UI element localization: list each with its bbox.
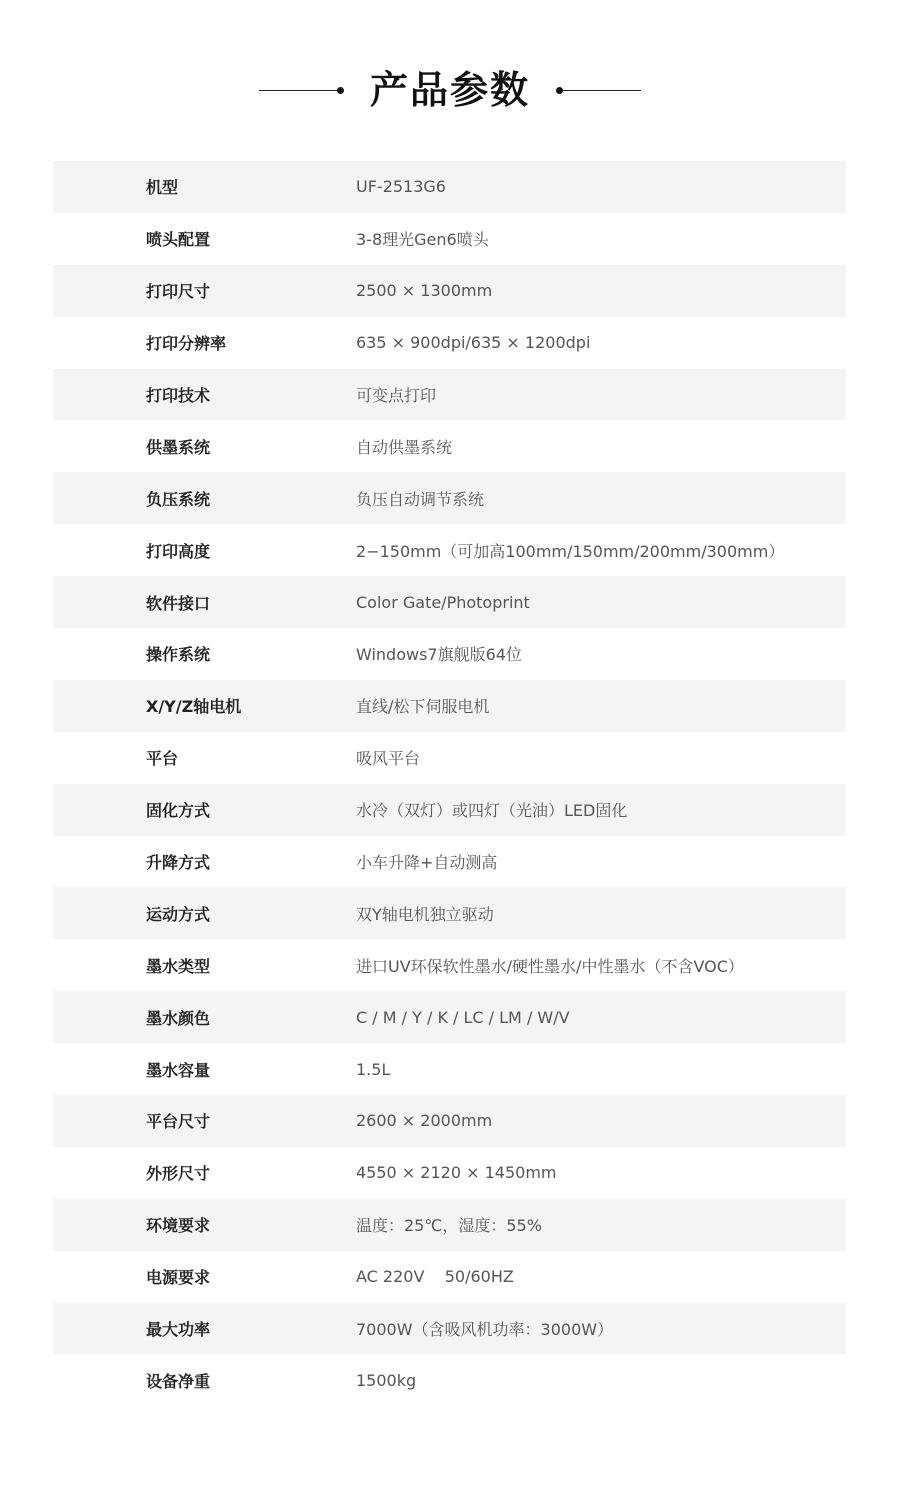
spec-label: 设备净重: [146, 1371, 211, 1391]
spec-value: 1.5L: [356, 1059, 391, 1079]
header-left-dot: [337, 87, 344, 94]
spec-row: [53, 369, 846, 421]
spec-value: 4550 × 2120 × 1450mm: [356, 1163, 557, 1183]
spec-label: X/Y/Z轴电机: [146, 697, 242, 717]
spec-label: 软件接口: [146, 593, 211, 613]
spec-value: Windows7旗舰版64位: [356, 645, 522, 665]
spec-value: 可变点打印: [356, 386, 437, 405]
spec-row: [53, 265, 846, 317]
spec-row: [53, 1043, 846, 1095]
spec-label: 墨水类型: [146, 956, 211, 976]
spec-label: 机型: [146, 178, 179, 198]
spec-row: [53, 576, 846, 628]
spec-row: [53, 732, 846, 784]
spec-value: 2600 × 2000mm: [356, 1111, 493, 1131]
spec-value: 2−150mm（可加高100mm/150mm/200mm/300mm）: [356, 541, 785, 561]
spec-value: 自动供墨系统: [356, 437, 453, 457]
spec-value: 水冷（双灯）或四灯（光油）LED固化: [356, 801, 628, 821]
spec-row: [53, 991, 846, 1043]
spec-value: 7000W（含吸风机功率：3000W）: [356, 1320, 614, 1340]
header-right-line: [563, 90, 641, 91]
spec-row: [53, 1251, 846, 1303]
spec-row: [53, 1095, 846, 1147]
spec-value: 双Y轴电机独立驱动: [356, 904, 494, 924]
header-right-dot: [556, 87, 563, 94]
page-title: 产品参数: [369, 68, 530, 112]
spec-label: 墨水容量: [146, 1060, 211, 1080]
spec-value: 2500 × 1300mm: [356, 281, 493, 301]
spec-label: 平台尺寸: [146, 1112, 211, 1132]
spec-label: 升降方式: [146, 853, 211, 873]
section-header: [0, 60, 900, 120]
spec-label: 打印尺寸: [146, 282, 211, 302]
spec-row: [53, 784, 846, 836]
spec-row: [53, 317, 846, 369]
spec-value: AC 220V 50/60HZ: [356, 1267, 514, 1287]
spec-label: 负压系统: [146, 489, 211, 509]
spec-table: [53, 161, 846, 1406]
spec-row: [53, 628, 846, 680]
spec-label: 外形尺寸: [146, 1164, 211, 1184]
spec-value: UF-2513G6: [356, 177, 446, 197]
spec-label: 平台: [146, 749, 179, 769]
header-left-line: [259, 90, 337, 91]
spec-label: 操作系统: [146, 645, 211, 665]
spec-row: [53, 939, 846, 991]
spec-label: 环境要求: [146, 1216, 211, 1236]
spec-row: [53, 420, 846, 472]
spec-label: 电源要求: [146, 1268, 211, 1288]
spec-value: C / M / Y / K / LC / LM / W/V: [356, 1007, 570, 1027]
spec-label: 供墨系统: [146, 437, 211, 457]
spec-label: 最大功率: [146, 1320, 211, 1340]
spec-label: 墨水颜色: [146, 1008, 211, 1028]
spec-row: [53, 161, 846, 213]
spec-value: 直线/松下伺服电机: [356, 697, 490, 717]
spec-row: [53, 1303, 846, 1355]
spec-row: [53, 213, 846, 265]
spec-label: 打印分辨率: [146, 334, 227, 354]
spec-value: Color Gate/Photoprint: [356, 592, 530, 612]
spec-row: [53, 1147, 846, 1199]
spec-value: 3-8理光Gen6喷头: [356, 230, 489, 250]
spec-row: [53, 887, 846, 939]
spec-value: 负压自动调节系统: [356, 489, 485, 509]
spec-row: [53, 680, 846, 732]
spec-row: [53, 836, 846, 888]
spec-row: [53, 1199, 846, 1251]
spec-value: 635 × 900dpi/635 × 1200dpi: [356, 333, 591, 353]
spec-label: 运动方式: [146, 904, 211, 924]
spec-value: 温度：25℃，湿度：55%: [356, 1216, 542, 1236]
spec-value: 小车升降+自动测高: [356, 853, 498, 873]
spec-value: 吸风平台: [356, 749, 421, 769]
spec-label: 打印高度: [146, 541, 211, 561]
spec-row: [53, 524, 846, 576]
spec-row: [53, 472, 846, 524]
spec-label: 打印技术: [146, 386, 211, 405]
spec-label: 喷头配置: [146, 230, 211, 250]
spec-label: 固化方式: [146, 801, 211, 821]
spec-value: 1500kg: [356, 1370, 417, 1390]
spec-value: 进口UV环保软性墨水/硬性墨水/中性墨水（不含VOC）: [356, 956, 744, 976]
spec-row: [53, 1354, 846, 1406]
